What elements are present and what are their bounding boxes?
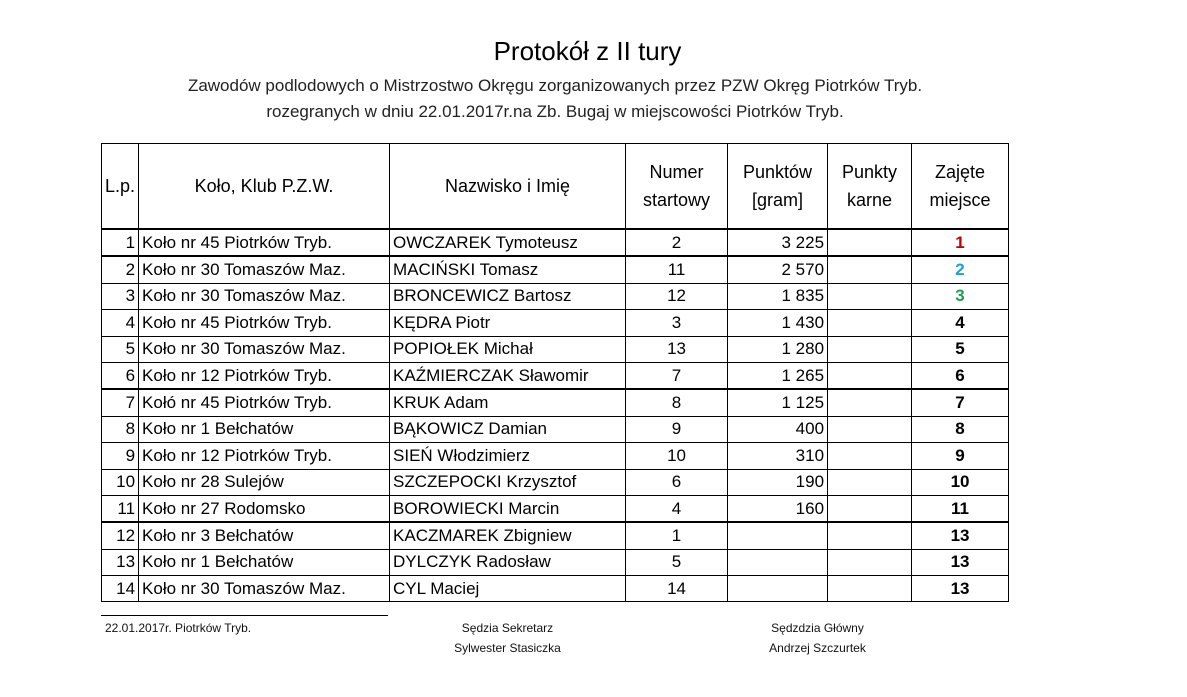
cell-name: KACZMAREK Zbigniew: [390, 522, 626, 549]
cell-start-number: 7: [626, 362, 728, 389]
cell-club: Koło nr 12 Piotrków Tryb.: [139, 443, 390, 469]
table-row: [102, 549, 1009, 575]
column-header-lp: L.p.: [102, 144, 139, 230]
footer-secretary: [420, 618, 595, 658]
cell-start-number: 4: [626, 495, 728, 522]
cell-points: 2 570: [728, 256, 828, 283]
table-row: [102, 576, 1009, 602]
cell-name: OWCZAREK Tymoteusz: [390, 229, 626, 256]
cell-penalty: [828, 549, 912, 575]
cell-start-number: 9: [626, 416, 728, 442]
cell-points: 1 125: [728, 389, 828, 416]
cell-penalty: [828, 443, 912, 469]
footer-chief-judge: [730, 618, 905, 658]
cell-start-number: 5: [626, 549, 728, 575]
cell-place: 13: [912, 549, 1009, 575]
cell-place: 3: [912, 283, 1009, 309]
cell-place: 8: [912, 416, 1009, 442]
secretary-name: Sylwester Stasiczka: [454, 641, 561, 655]
cell-place: 13: [912, 576, 1009, 602]
cell-points: [728, 576, 828, 602]
cell-lp: 10: [102, 469, 139, 495]
cell-lp: 11: [102, 495, 139, 522]
secretary-title: Sędzia Sekretarz: [461, 621, 554, 635]
cell-place: 1: [912, 229, 1009, 256]
table-row: [102, 256, 1009, 283]
cell-club: Koło nr 1 Bełchatów: [139, 549, 390, 575]
cell-points: [728, 522, 828, 549]
cell-lp: 4: [102, 310, 139, 336]
cell-name: SZCZEPOCKI Krzysztof: [390, 469, 626, 495]
results-table: [101, 143, 1009, 602]
column-header-club: Koło, Klub P.Z.W.: [139, 144, 390, 230]
cell-lp: 6: [102, 362, 139, 389]
cell-place: 13: [912, 522, 1009, 549]
document-title: Protokół z II tury: [493, 36, 682, 66]
table-row: [102, 362, 1009, 389]
column-header-place: Zajęte miejsce: [912, 144, 1009, 230]
cell-points: 1 835: [728, 283, 828, 309]
cell-place: 7: [912, 389, 1009, 416]
column-header-name: Nazwisko i Imię: [390, 144, 626, 230]
cell-penalty: [828, 336, 912, 362]
cell-start-number: 12: [626, 283, 728, 309]
document-subtitle-line-2: rozegranych w dniu 22.01.2017r.na Zb. Bugaj w miejscowości Piotrków Tryb.: [266, 102, 844, 121]
table-row: [102, 389, 1009, 416]
footer-divider: [101, 615, 388, 616]
cell-lp: 9: [102, 443, 139, 469]
cell-lp: 13: [102, 549, 139, 575]
table-row: [102, 283, 1009, 309]
cell-club: Koło nr 45 Piotrków Tryb.: [139, 229, 390, 256]
cell-start-number: 6: [626, 469, 728, 495]
chief-judge-title: Sędzdzia Główny: [771, 621, 864, 635]
column-header-points: Punktów [gram]: [728, 144, 828, 230]
cell-place: 11: [912, 495, 1009, 522]
cell-points: 160: [728, 495, 828, 522]
table-row: [102, 495, 1009, 522]
column-header-start-number: Numer startowy: [626, 144, 728, 230]
cell-club: Koło nr 1 Bełchatów: [139, 416, 390, 442]
footer-date-place: 22.01.2017r. Piotrków Tryb.: [105, 621, 252, 635]
table-header-row: [102, 144, 1009, 230]
cell-club: Koło nr 28 Sulejów: [139, 469, 390, 495]
cell-name: BOROWIECKI Marcin: [390, 495, 626, 522]
cell-name: KAŹMIERCZAK Sławomir: [390, 362, 626, 389]
cell-place: 4: [912, 310, 1009, 336]
cell-points: 400: [728, 416, 828, 442]
cell-lp: 3: [102, 283, 139, 309]
cell-lp: 12: [102, 522, 139, 549]
table-row: [102, 336, 1009, 362]
cell-club: Koło nr 45 Piotrków Tryb.: [139, 310, 390, 336]
cell-penalty: [828, 362, 912, 389]
cell-penalty: [828, 389, 912, 416]
cell-lp: 7: [102, 389, 139, 416]
table-row: [102, 229, 1009, 256]
cell-name: KĘDRA Piotr: [390, 310, 626, 336]
cell-start-number: 13: [626, 336, 728, 362]
cell-place: 5: [912, 336, 1009, 362]
chief-judge-name: Andrzej Szczurtek: [769, 641, 866, 655]
cell-name: KRUK Adam: [390, 389, 626, 416]
cell-lp: 2: [102, 256, 139, 283]
cell-club: Kołó nr 45 Piotrków Tryb.: [139, 389, 390, 416]
cell-start-number: 14: [626, 576, 728, 602]
cell-penalty: [828, 256, 912, 283]
cell-points: 1 265: [728, 362, 828, 389]
table-row: [102, 443, 1009, 469]
table-row: [102, 469, 1009, 495]
cell-name: SIEŃ Włodzimierz: [390, 443, 626, 469]
cell-club: Koło nr 30 Tomaszów Maz.: [139, 576, 390, 602]
cell-start-number: 1: [626, 522, 728, 549]
cell-place: 2: [912, 256, 1009, 283]
cell-penalty: [828, 229, 912, 256]
document-subtitle-line-1: Zawodów podlodowych o Mistrzostwo Okręgu zorganizowanych przez PZW Okręg Piotrków Tryb.: [187, 76, 923, 95]
cell-start-number: 11: [626, 256, 728, 283]
cell-lp: 14: [102, 576, 139, 602]
cell-place: 10: [912, 469, 1009, 495]
cell-start-number: 2: [626, 229, 728, 256]
cell-club: Koło nr 30 Tomaszów Maz.: [139, 283, 390, 309]
cell-penalty: [828, 469, 912, 495]
cell-start-number: 8: [626, 389, 728, 416]
cell-name: DYLCZYK Radosław: [390, 549, 626, 575]
cell-points: 3 225: [728, 229, 828, 256]
cell-name: CYL Maciej: [390, 576, 626, 602]
table-row: [102, 310, 1009, 336]
cell-place: 6: [912, 362, 1009, 389]
cell-start-number: 3: [626, 310, 728, 336]
cell-penalty: [828, 283, 912, 309]
cell-start-number: 10: [626, 443, 728, 469]
cell-points: 190: [728, 469, 828, 495]
cell-name: BĄKOWICZ Damian: [390, 416, 626, 442]
cell-lp: 8: [102, 416, 139, 442]
cell-club: Koło nr 27 Rodomsko: [139, 495, 390, 522]
column-header-penalty: Punkty karne: [828, 144, 912, 230]
cell-lp: 1: [102, 229, 139, 256]
cell-name: BRONCEWICZ Bartosz: [390, 283, 626, 309]
cell-penalty: [828, 495, 912, 522]
cell-penalty: [828, 522, 912, 549]
cell-club: Koło nr 30 Tomaszów Maz.: [139, 256, 390, 283]
cell-points: 1 280: [728, 336, 828, 362]
table-row: [102, 522, 1009, 549]
cell-penalty: [828, 576, 912, 602]
cell-club: Koło nr 30 Tomaszów Maz.: [139, 336, 390, 362]
cell-name: POPIOŁEK Michał: [390, 336, 626, 362]
cell-club: Koło nr 3 Bełchatów: [139, 522, 390, 549]
table-row: [102, 416, 1009, 442]
cell-lp: 5: [102, 336, 139, 362]
cell-place: 9: [912, 443, 1009, 469]
cell-club: Koło nr 12 Piotrków Tryb.: [139, 362, 390, 389]
cell-points: 1 430: [728, 310, 828, 336]
cell-penalty: [828, 310, 912, 336]
cell-points: 310: [728, 443, 828, 469]
cell-name: MACIŃSKI Tomasz: [390, 256, 626, 283]
cell-points: [728, 549, 828, 575]
cell-penalty: [828, 416, 912, 442]
